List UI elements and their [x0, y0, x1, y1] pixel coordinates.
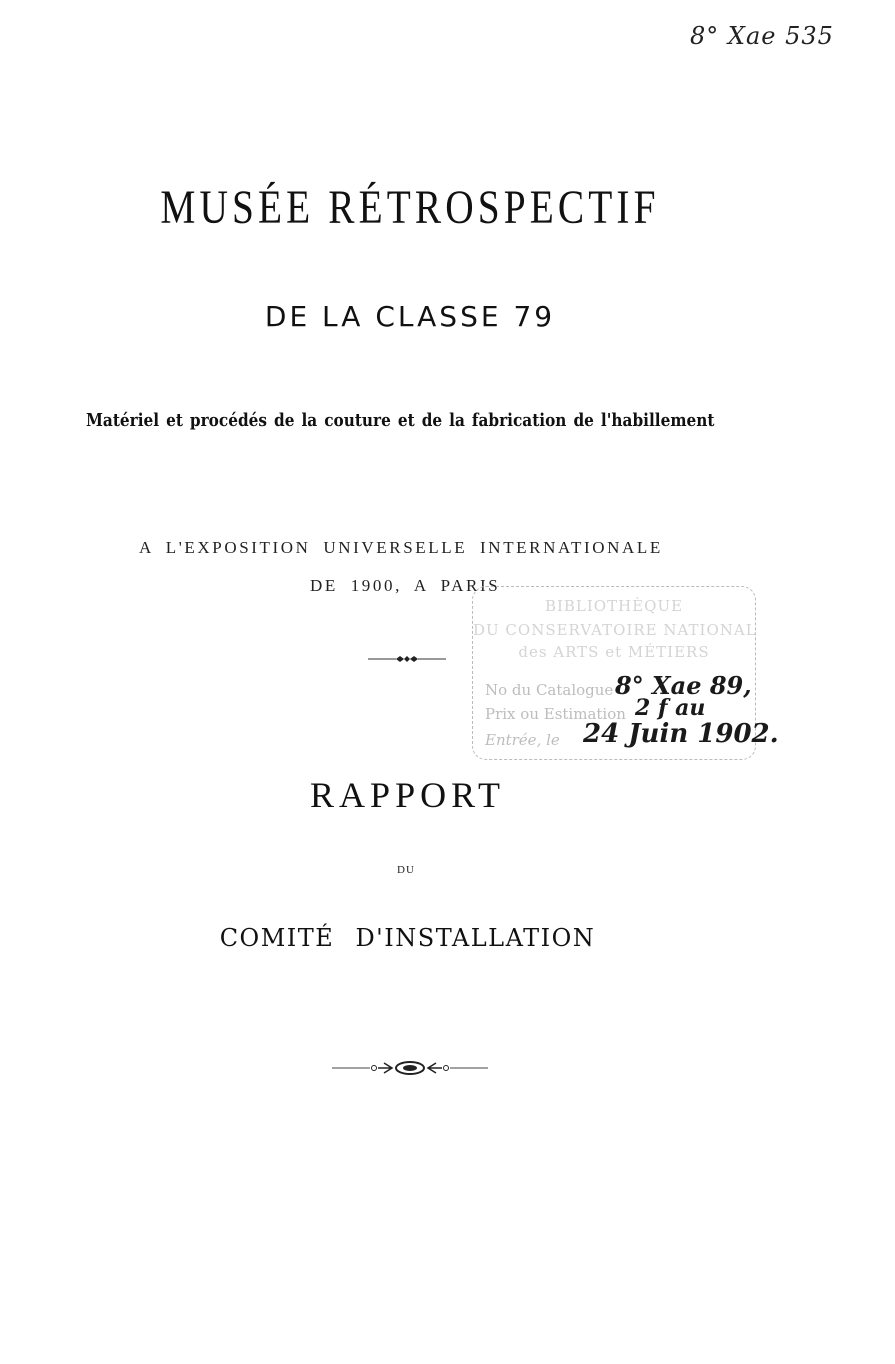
subtitle: Matériel et procédés de la couture et de la fabrication de l'habillement: [86, 410, 715, 431]
price-value: 2 f au: [635, 695, 706, 721]
exposition-line-1: A L'EXPOSITION UNIVERSELLE INTERNATIONALE: [139, 538, 663, 557]
class-title: DE LA CLASSE 79: [264, 300, 556, 333]
stamp-header-1: BIBLIOTHÈQUE: [544, 597, 684, 615]
shelfmark-annotation: 8° Xae 535: [690, 22, 834, 50]
library-stamp: [472, 586, 779, 760]
exposition-line-2: DE 1900, A PARIS: [310, 576, 501, 595]
stamp-header-3: des ARTS et MÉTIERS: [518, 643, 710, 661]
stamp-header-2: DU CONSERVATOIRE NATIONAL: [473, 621, 757, 639]
committee-heading: COMITÉ D'INSTALLATION: [219, 924, 596, 952]
entry-date: 24 Juin 1902.: [583, 719, 779, 749]
small-ornament-icon: [368, 652, 446, 666]
catalogue-value: 8° Xae 89,: [615, 671, 752, 700]
large-ornament-icon: [332, 1058, 488, 1078]
entry-label: Entrée, le: [485, 731, 560, 749]
price-label: Prix ou Estimation: [485, 705, 626, 723]
catalogue-label: No du Catalogue: [485, 681, 614, 699]
report-connector: DU: [397, 864, 415, 876]
main-title: MUSÉE RÉTROSPECTIF: [160, 181, 660, 234]
report-heading: RAPPORT: [310, 775, 505, 815]
